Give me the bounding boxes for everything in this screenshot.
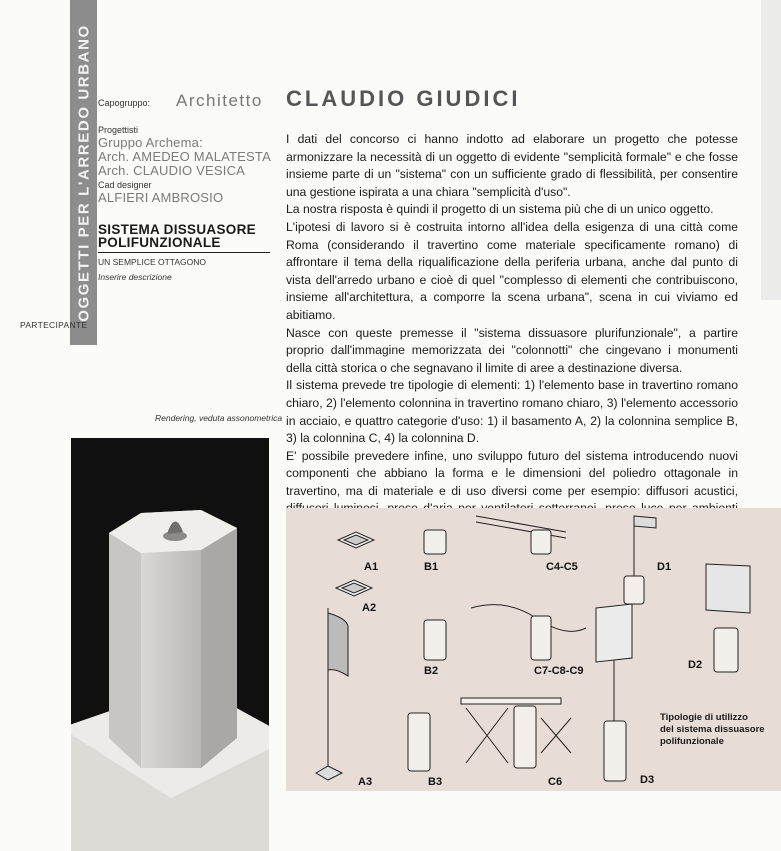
label-b3: B3 (428, 776, 443, 788)
project-title-line1: SISTEMA DISSUASORE (98, 222, 256, 237)
paragraph-6: E' possibile prevedere infine, uno sviluppo futuro del sistema introducendo nuovi componenti che abbiano la forma e le dimensioni del poliedro ottagonale in travertino, ma di materiale e di uso diversi come per esempio: diffusori acustici, (286, 448, 738, 498)
label-d3: D3 (640, 774, 655, 786)
participant-label: PARTECIPANTE (20, 320, 88, 330)
label-c4-c5: C4-C5 (546, 561, 578, 573)
capogruppo-label: Capogruppo: (98, 98, 151, 108)
paragraph-4: Nasce con queste premesse il "sistema dissuasore plurifunzionale", a partire proprio dall'immagine memorizzata dei "colonnotti" che cingevano i monumenti della città storica o che segnavano il limite di aree a destinazione diversa. (286, 325, 738, 375)
cad-label: Cad designer (98, 180, 152, 190)
architect-name: CLAUDIO GIUDICI (286, 86, 521, 111)
label-b2: B2 (424, 665, 439, 677)
label-b1: B1 (424, 561, 439, 573)
page-edge-shadow (761, 0, 781, 300)
side-band (70, 0, 97, 345)
designer-2: Arch. CLAUDIO VESICA (98, 163, 246, 178)
rendering-caption: Rendering, veduta assonometrica (155, 413, 283, 423)
label-d2: D2 (688, 659, 703, 671)
typologies-drawing (286, 508, 781, 791)
typologies-diagram (286, 508, 781, 791)
label-a1: A1 (364, 561, 379, 573)
label-a3: A3 (358, 776, 373, 788)
label-c6: C6 (548, 776, 563, 788)
paragraph-2: La nostra risposta è quindi il progetto di un sistema più che di un unico oggetto. (286, 202, 714, 217)
diagram-caption (660, 712, 765, 748)
paragraph-5: Il sistema prevede tre tipologie di elementi: 1) l'elemento base in travertino romano chiaro, 2) l'elemento colonnina in travertino romano chiaro, 3) l'elemento accessorio in acciaio, e quattro categorie d'uso: 1) il basamento A, 2) la colonnina semplice B, 3) la colonnina C, 4) la colonnina D. (286, 378, 738, 446)
diagram-caption-line2: del sistema dissuasore (660, 724, 765, 735)
designer-1: Arch. AMEDEO MALATESTA (98, 149, 271, 164)
architect-label: Architetto (176, 91, 263, 110)
label-d1: D1 (657, 561, 672, 573)
diagram-caption-line3: polifunzionale (660, 736, 724, 747)
group-name: Gruppo Archema: (98, 135, 203, 150)
project-subtitle: UN SEMPLICE OTTAGONO (98, 257, 206, 267)
project-description: Inserire descrizione (98, 272, 172, 282)
octagon-column-render (71, 438, 269, 851)
cad-name: ALFIERI AMBROSIO (98, 190, 224, 205)
designers-label: Progettisti (98, 125, 139, 135)
project-title-line2: POLIFUNZIONALE (98, 235, 221, 250)
rendering-image (71, 438, 269, 851)
label-a2: A2 (362, 602, 377, 614)
body-text (286, 131, 738, 536)
paragraph-1: I dati del concorso ci hanno indotto ad elaborare un progetto che potesse armonizzare la necessità di un oggetto di evidente "semplicità formale" e che fosse insieme parte di un "sistema" con un sufficiente grado di flessibilità, per consentire una gestione ispirata a una chiara "semplicità d'uso". (286, 132, 738, 199)
title-underline (98, 252, 270, 253)
paragraph-3: L'ipotesi di lavoro si è costruita intorno all'idea della esigenza di una città come Roma (considerando il travertino come materiale specificamente romano) di affrontare il tema della riqualificazione della periferia urbana, anche dal punto di vista dell'arredo urbano e cioè di quel "complesso di elementi che contribuiscono, insieme all'architettura, a comporre la scena urbana", scena in cui viviamo ed abitiamo. (286, 219, 738, 322)
label-c7-c8-c9: C7-C8-C9 (534, 665, 584, 677)
diagram-caption-line1: Tipologie di utilizzo (660, 712, 748, 723)
side-band-title: OGGETTI PER L'ARREDO URBANO (75, 23, 92, 322)
